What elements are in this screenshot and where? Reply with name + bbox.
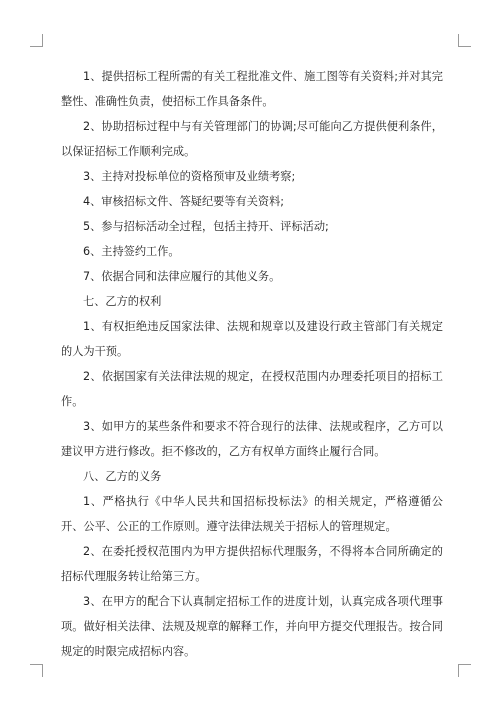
paragraph-11: 1、严格执行《中华人民共和国招标投标法》的相关规定，严格遵循公开、公平、公正的工作原则。遵守法律法规关于招标人的管理规定。 [61,495,443,533]
crop-mark-top-right [458,34,471,47]
document-body [61,64,443,664]
section-heading-party-b-rights: 七、乙方的权利 [83,295,162,308]
section-heading-party-b-obligations: 八、乙方的义务 [83,470,162,483]
paragraph-3: 3、主持对投标单位的资格预审及业绩考察; [83,170,296,183]
paragraph-7: 7、依据合同和法律应履行的其他义务。 [83,270,281,283]
paragraph-1: 1、提供招标工程所需的有关工程批准文件、施工图等有关资料;并对其完整性、准确性负责，使招标工作具备条件。 [61,70,443,108]
paragraph-12: 2、在委托授权范围内为甲方提供招标代理服务，不得将本合同所确定的招标代理服务转让给第三方。 [61,545,443,583]
paragraph-8: 1、有权拒绝违反国家法律、法规和规章以及建设行政主管部门有关规定的人为干预。 [61,320,443,358]
paragraph-9: 2、依据国家有关法律法规的规定，在授权范围内办理委托项目的招标工作。 [61,370,443,408]
paragraph-5: 5、参与招标活动全过程，包括主持开、评标活动; [83,220,329,233]
paragraph-2: 2、协助招标过程中与有关管理部门的协调;尽可能向乙方提供便利条件，以保证招标工作顺利完成。 [61,120,443,158]
paragraph-13: 3、在甲方的配合下认真制定招标工作的进度计划，认真完成各项代理事项。做好相关法律、法规及规章的解释工作，并向甲方提交代理报告。按合同规定的时限完成招标内容。 [61,595,443,658]
paragraph-4: 4、审核招标文件、答疑纪要等有关资料; [83,195,285,208]
crop-mark-top-left [30,34,43,47]
crop-mark-bottom-right [458,664,471,677]
crop-mark-bottom-left [30,664,43,677]
paragraph-10: 3、如甲方的某些条件和要求不符合现行的法律、法规或程序，乙方可以建议甲方进行修改。拒不修改的，乙方有权单方面终止履行合同。 [61,420,443,458]
paragraph-6: 6、主持签约工作。 [83,245,180,258]
